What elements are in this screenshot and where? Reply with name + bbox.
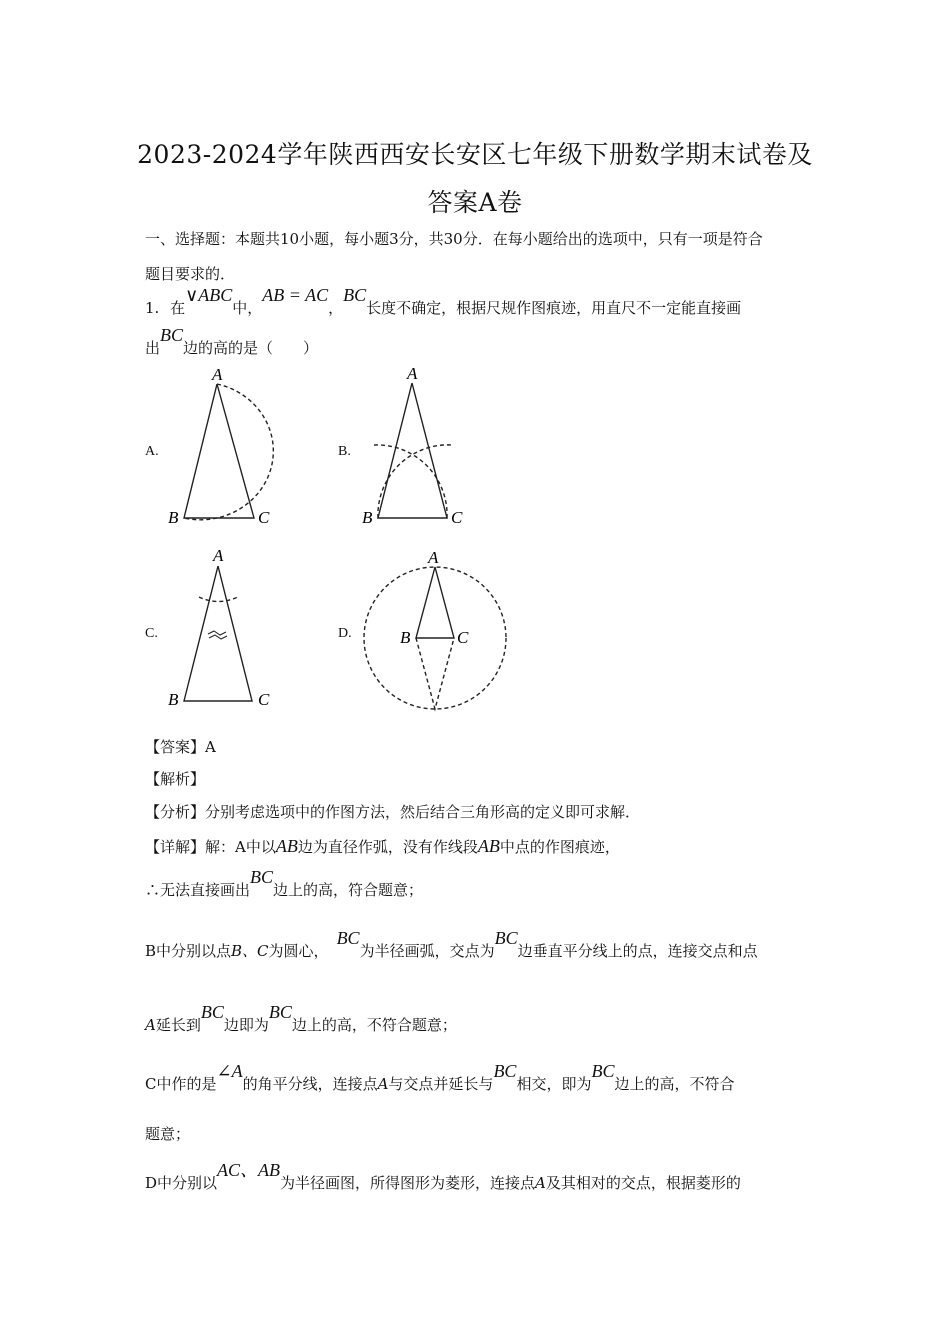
equation-ab-ac: AB = AC: [262, 285, 329, 305]
figure-b: [374, 383, 452, 518]
figure-c-mark-1: [208, 631, 226, 635]
detail-line-c: C中作的是∠A的角平分线，连接点A与交点并延长与BC相交，即为BC边上的高，不符合: [145, 1061, 735, 1093]
figure-b-point-a: A: [407, 364, 418, 383]
question-1-line1: 1. 在∨ABC中，AB = AC，BC长度不确定，根据尺规作图痕迹，用直尺不一定能直接画: [145, 285, 742, 317]
figure-c-point-a: A: [213, 546, 224, 565]
option-c-label: C.: [145, 626, 158, 641]
figure-b-point-c: C: [451, 508, 463, 527]
figure-d-point-b: B: [400, 628, 411, 647]
figure-d-lower-lines: [416, 638, 454, 709]
detail-line-b: B中分别以点B、C为圆心，BC为半径画弧，交点为BC边垂直平分线上的点，连接交点和点: [145, 928, 758, 960]
figure-a-arc: [184, 384, 273, 520]
figure-d-triangle: [416, 567, 454, 638]
figure-b-point-b: B: [362, 508, 373, 527]
figure-c-arc: [199, 597, 238, 602]
detail-line-d: D中分别以AC、AB为半径画图，所得图形为菱形，连接点A及其相对的交点，根据菱形的: [145, 1160, 741, 1192]
figure-c-point-b: B: [168, 690, 179, 709]
figure-a-point-b: B: [168, 508, 179, 527]
option-a-label: A.: [145, 444, 159, 459]
triangle-abc: ∨ABC: [185, 285, 233, 305]
figure-c-mark-2: [209, 635, 227, 639]
figure-c: [184, 566, 252, 701]
therefore-line: ∴无法直接画出BC边上的高，符合题意；: [145, 867, 424, 899]
figure-a: [184, 384, 273, 520]
figure-b-triangle: [378, 383, 447, 518]
figure-d: [364, 567, 506, 709]
figure-a-point-a: A: [212, 365, 223, 384]
detail-line-b-cont: A延长到BC边即为BC边上的高，不符合题意；: [145, 1002, 457, 1034]
figure-a-triangle: [184, 384, 254, 518]
figure-d-point-c: C: [457, 628, 469, 647]
section-instruction-cont: 题目要求的．: [145, 265, 236, 283]
page-title-line2: 答案A卷: [427, 188, 523, 217]
analysis-label: 【解析】: [145, 770, 206, 788]
page-title: 2023-2024学年陕西西安长安区七年级下册数学期末试卷及: [137, 140, 813, 169]
detail-line-c-cont: 题意；: [145, 1125, 191, 1143]
detail-line-a: 【详解】解：A中以AB边为直径作弧，没有作线段AB中点的作图痕迹，: [145, 836, 620, 856]
fenxi-text: 【分析】分别考虑选项中的作图方法，然后结合三角形高的定义即可求解．: [145, 803, 641, 821]
figure-c-point-c: C: [258, 690, 270, 709]
option-b-label: B.: [338, 444, 351, 459]
section-instruction: 一、选择题：本题共10小题，每小题3分，共30分．在每小题给出的选项中，只有一项是符合: [145, 230, 763, 248]
figure-a-point-c: C: [258, 508, 270, 527]
figure-d-point-a: A: [428, 548, 439, 567]
option-d-label: D.: [338, 626, 352, 641]
question-number: 1.: [145, 299, 160, 317]
answer-label: 【答案】A: [145, 738, 216, 756]
question-1-line2: 出BC边的高的是（ ）: [145, 325, 319, 357]
